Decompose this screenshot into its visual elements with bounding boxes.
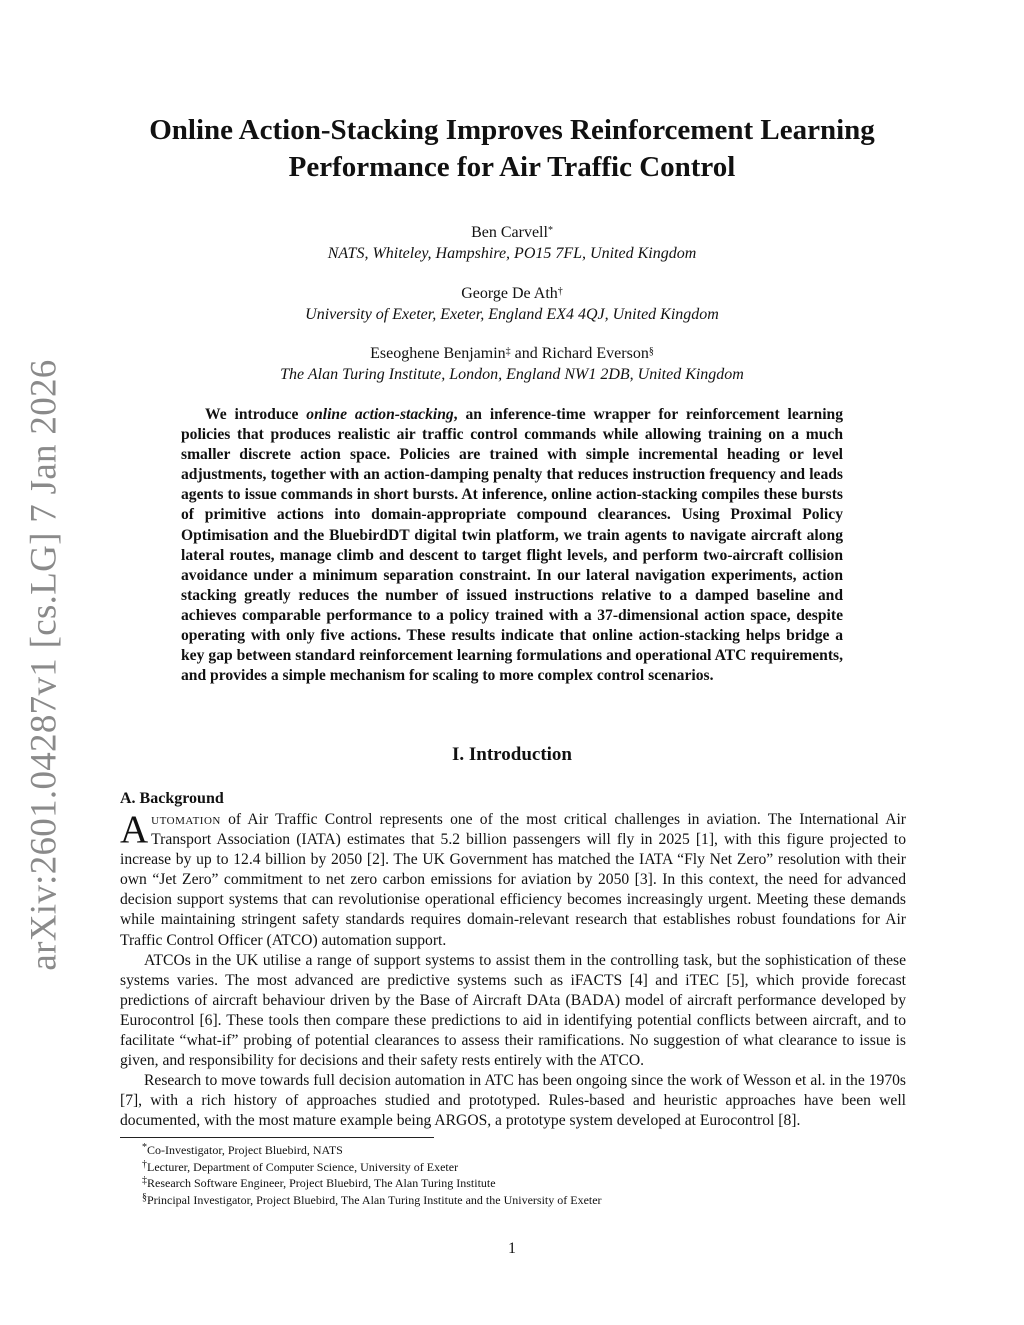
author-affiliation: NATS, Whiteley, Hampshire, PO15 7FL, United Kingdom	[327, 245, 697, 262]
section-heading: I. Introduction	[451, 744, 572, 765]
abstract: We introduce online action-stacking, an inference-time wrapper for reinforcement learning policies that produces realistic air traffic control commands while allowing training on a much smaller discrete action space. Policies are trained with simple incremental heading or level adjustments, together with an action-damping penalty that reduces instruction frequency and leads agents to issue commands in short bursts. At inference, online action-stacking compiles these bursts of primitive actions into domain-appropriate compound clearances. Using Proximal Policy Optimisation and the BluebirdDT digital twin platform, we train agents to navigate aircraft along lateral routes, manage climb and descent to target flight levels, and perform two-aircraft collision avoidance under a minimum separation constraint. In our lateral navigation experiments, action stacking greatly reduces the number of issued instructions relative to a damped baseline and achieves comparable performance to a policy trained with a 37-dimensional action space, despite operating with only five actions. These results indicate that online action-stacking helps bridge a key gap between standard reinforcement learning formulations and operational ATC requirements, and provides a simple mechanism for scaling to more complex control scenarios.	[181, 406, 844, 685]
footnote-marker: ‡	[505, 346, 511, 357]
author-block-3	[120, 343, 904, 385]
drop-cap: A	[120, 808, 149, 851]
page-number: 1	[508, 1240, 516, 1257]
paragraph-2: ATCOs in the UK utilise a range of support systems to assist them in the controlling task, but the sophistication of these systems varies. The most advanced are predictive systems such as iFACTS [4] and iTEC [5], which provide forecast predictions of aircraft behaviour driven by the Base of Aircraft DAta (BADA) model of aircraft performance developed by Eurocontrol [6]. These tools then compare these predictions to aid in identifying potential conflicts between aircraft, and to facilitate “what-if” probing of potential clearances to assess their ramifications. No suggestion of what clearance to issue is given, and responsibility for decisions and their safety rests entirely with the ATCO.	[120, 951, 906, 1070]
footnote-marker: †	[557, 286, 563, 297]
footnote-marker: *	[547, 225, 553, 236]
author-affiliation: University of Exeter, Exeter, England EX4 4QJ, United Kingdom	[305, 306, 719, 323]
abstract-emphasis: online action-stacking	[306, 406, 454, 423]
subsection-heading: A. Background	[120, 790, 224, 807]
author-name: George De Ath†	[461, 285, 563, 302]
footnotes	[120, 1142, 602, 1208]
footnote-2: †Lecturer, Department of Computer Science, University of Exeter	[142, 1158, 459, 1174]
body-text	[120, 810, 906, 1132]
footnote-marker: §	[648, 346, 654, 357]
footnote-3: ‡Research Software Engineer, Project Bluebird, The Alan Turing Institute	[142, 1175, 496, 1190]
footnote-divider	[120, 1137, 434, 1138]
title-line-1: Online Action-Stacking Improves Reinforcement Learning	[149, 114, 875, 146]
paper-title	[120, 112, 904, 186]
author-name: Ben Carvell*	[471, 224, 553, 241]
author-block-2	[120, 283, 904, 325]
author-affiliation: The Alan Turing Institute, London, England NW1 2DB, United Kingdom	[280, 366, 744, 383]
arxiv-identifier-stamp: arXiv:2601.04287v1 [cs.LG] 7 Jan 2026	[23, 359, 65, 971]
author-block-1	[120, 222, 904, 264]
footnote-1: *Co-Investigator, Project Bluebird, NATS	[142, 1142, 343, 1157]
footnote-4: §Principal Investigator, Project Bluebird, The Alan Turing Institute and the University of Exeter	[142, 1191, 602, 1207]
paragraph-1: Automation of Air Traffic Control represents one of the most critical challenges in aviation. The International Air Transport Association (IATA) estimates that 5.2 billion passengers will fly in 2025 [1], with this figure projected to increase by up to 12.4 billion by 2050 [2]. The UK Government has matched the IATA “Fly Net Zero” resolution with their own “Jet Zero” commitment to net zero carbon emissions for aviation by 2050 [3]. In this context, the need for advanced decision support systems that can revolutionise operational efficiency becomes increasingly urgent. Meeting these demands while maintaining stringent safety standards requires domain-relevant research that establishes robust foundations for Air Traffic Control Officer (ATCO) automation support.	[120, 808, 906, 949]
author-names: Eseoghene Benjamin‡ and Richard Everson§	[370, 345, 654, 362]
title-line-2: Performance for Air Traffic Control	[288, 151, 736, 183]
paragraph-3: Research to move towards full decision automation in ATC has been ongoing since the work of Wesson et al. in the 1970s [7], with a rich history of approaches studied and prototyped. Rules-based and heuristic approaches have been well documented, with the most mature example being ARGOS, a prototype system developed at Eurocontrol [8].	[120, 1072, 906, 1130]
